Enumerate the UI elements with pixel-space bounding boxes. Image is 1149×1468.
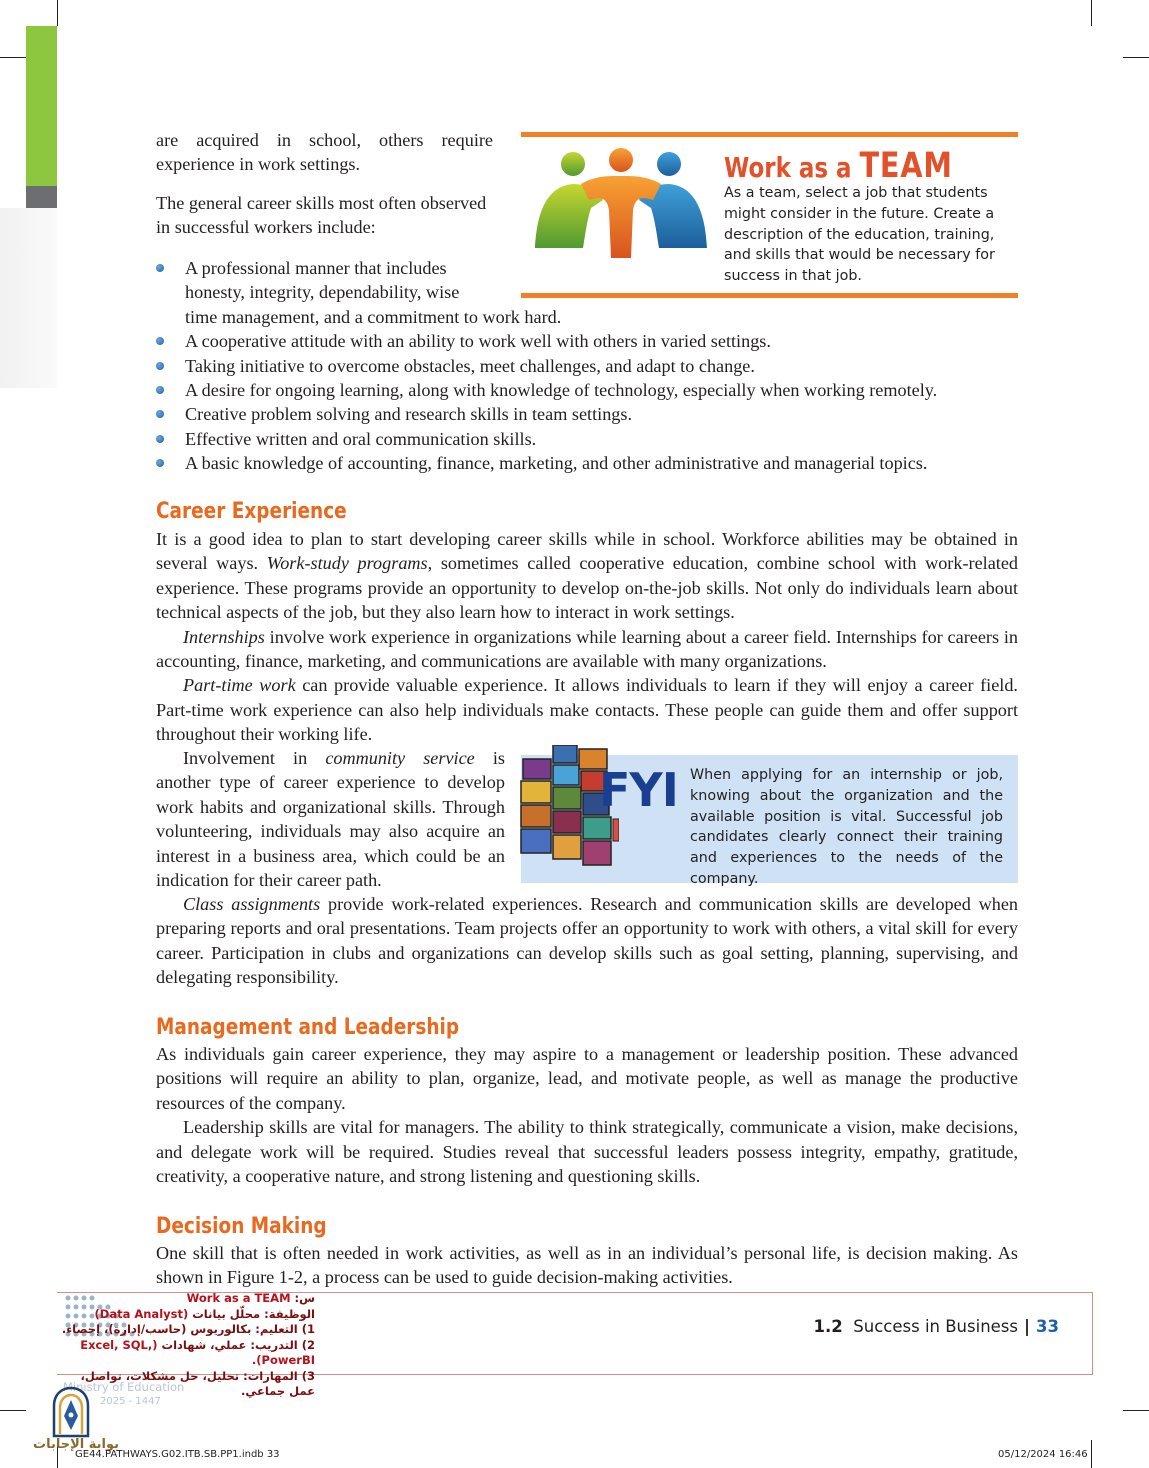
crop-mark xyxy=(1091,1440,1092,1468)
bullet-icon xyxy=(156,362,164,370)
page-number: 33 xyxy=(1036,1317,1059,1336)
heading-management-leadership: Management and Leadership xyxy=(156,1015,460,1040)
list-item: Creative problem solving and research skills in team settings. xyxy=(156,402,1018,426)
career-experience-text: It is a good idea to plan to start developing career skills while in school. Workforce abilities may be obtained in several ways. Work-study programs, sometimes called cooperative education, combine school with work-related experience. These programs provide an opportunity to develop on-the-job skills. Not only do individuals learn about technical aspects of the job, but they also learn how to interact in work settings. Internships involve work experience in organizations while learning about a career field. Internships for careers in accounting, finance, marketing, and communications are available with many organizations. Part-time work can provide valuable experience. It allows individuals to learn if they will enjoy a career field. Part-time work experience can also help individuals make contacts. These people can guide them and offer support throughout their working life. xyxy=(156,529,1018,745)
team-box-title: Work as a TEAM xyxy=(724,146,953,186)
crop-mark xyxy=(1123,1410,1149,1411)
chapter-tab-green xyxy=(26,26,57,186)
intro-paragraph xyxy=(156,128,493,240)
bullet-icon xyxy=(156,410,164,418)
bullet-icon xyxy=(156,459,164,467)
chapter-tab-grey xyxy=(26,186,57,208)
list-item: A desire for ongoing learning, along with knowledge of technology, especially when working remotely. xyxy=(156,378,1018,402)
page-folio: 1.2 Success in Business | 33 xyxy=(813,1317,1059,1336)
community-service-paragraph: Involvement in community service is another type of career experience to develop work habits and organizational skills. Through volunteering, individuals may also acquire an interest in a business area, which could be an indication for their career path. xyxy=(156,748,505,891)
crop-mark xyxy=(1123,57,1149,58)
heading-decision-making: Decision Making xyxy=(156,1214,327,1239)
crop-mark xyxy=(57,0,58,26)
handwritten-answer-note: س: Work as a TEAM الوظيفة: محلّل بيانات (Data Analyst) 1) التعليم: بكالوريوس (حاسب/إدارة)، إحصاء. 2) التدريب: عملي، شهادات (Excel, SQL, PowerBI). 3) المهارات: تحليل، حل مشكلات، تواصل، عمل جماعي. xyxy=(61,1291,315,1398)
class-assignments-paragraph: Class assignments provide work-related experiences. Research and communication skills are developed when preparing reports and oral presentations. Team projects offer an opportunity to work with others, a vital skill for every career. Participation in clubs and organizations can develop skills such as goal setting, planning, supervising, and delegating responsibility. xyxy=(156,894,1019,988)
ministry-watermark: Ministry of Education xyxy=(63,1380,185,1394)
bullet-icon xyxy=(156,264,164,272)
answers-gate-watermark: بوابة الإجابات xyxy=(33,1437,119,1452)
team-people-icon xyxy=(531,148,711,260)
crop-mark xyxy=(0,1410,26,1411)
management-text: As individuals gain career experience, they may aspire to a management or leadership position. These advanced positions will require an ability to plan, organize, lead, and motivate people, as well as manage the productive resources of the company. Leadership skills are vital for managers. The ability to think strategically, communicate a vision, make decisions, and delegate work will be required. Studies reveal that successful leaders possess integrity, empathy, gratitude, creativity, a cooperative nature, and strong listening and questioning skills. xyxy=(156,1044,1018,1187)
intro-text-2: The general career skills most often observed in successful workers include: xyxy=(156,192,487,238)
ministry-year: 2025 - 1447 xyxy=(100,1396,161,1407)
page-edge-shadow xyxy=(0,208,57,388)
print-slug-file: GE44.PATHWAYS.G02.ITB.SB.PP1.indb 33 xyxy=(75,1449,280,1460)
fyi-label: FYI xyxy=(599,763,678,817)
list-item: A cooperative attitude with an ability to work well with others in varied settings. xyxy=(156,329,1018,353)
crop-mark xyxy=(0,57,26,58)
list-item: Effective written and oral communication skills. xyxy=(156,427,1018,451)
section-number: 1.2 xyxy=(813,1317,843,1336)
section-title: Success in Business xyxy=(853,1317,1018,1336)
heading-career-experience: Career Experience xyxy=(156,499,347,524)
print-slug-date: 05/12/2024 16:46 xyxy=(998,1449,1088,1460)
team-box-text: As a team, select a job that students might consider in the future. Create a description of the education, training, and skills that would be necessary for success in that job. xyxy=(724,185,995,285)
bullet-icon xyxy=(156,337,164,345)
career-skills-list xyxy=(156,256,1018,476)
bullet-icon xyxy=(156,435,164,443)
fyi-box xyxy=(521,755,1018,887)
pen-logo-icon xyxy=(48,1386,94,1438)
team-box-top-rule xyxy=(521,132,1018,137)
list-item: A basic knowledge of accounting, finance, marketing, and other administrative and managerial topics. xyxy=(156,451,1018,475)
decision-text: One skill that is often needed in work activities, as well as in an individual’s personal life, is decision making. As shown in Figure 1-2, a process can be used to guide decision-making activities. xyxy=(156,1243,1018,1288)
list-item: Taking initiative to overcome obstacles, meet challenges, and adapt to change. xyxy=(156,354,1018,378)
intro-text-1: are acquired in school, others require experience in work settings. xyxy=(156,130,493,175)
bullet-icon xyxy=(156,386,164,394)
crop-mark xyxy=(1091,0,1092,26)
fyi-text: When applying for an internship or job, knowing about the organization and the available position is vital. Successful job candidates clearly connect their training and experiences to the needs of the company. xyxy=(690,767,1003,887)
list-item: A professional manner that includes honesty, integrity, dependability, wise time management, and a commitment to work hard. xyxy=(156,256,1018,329)
